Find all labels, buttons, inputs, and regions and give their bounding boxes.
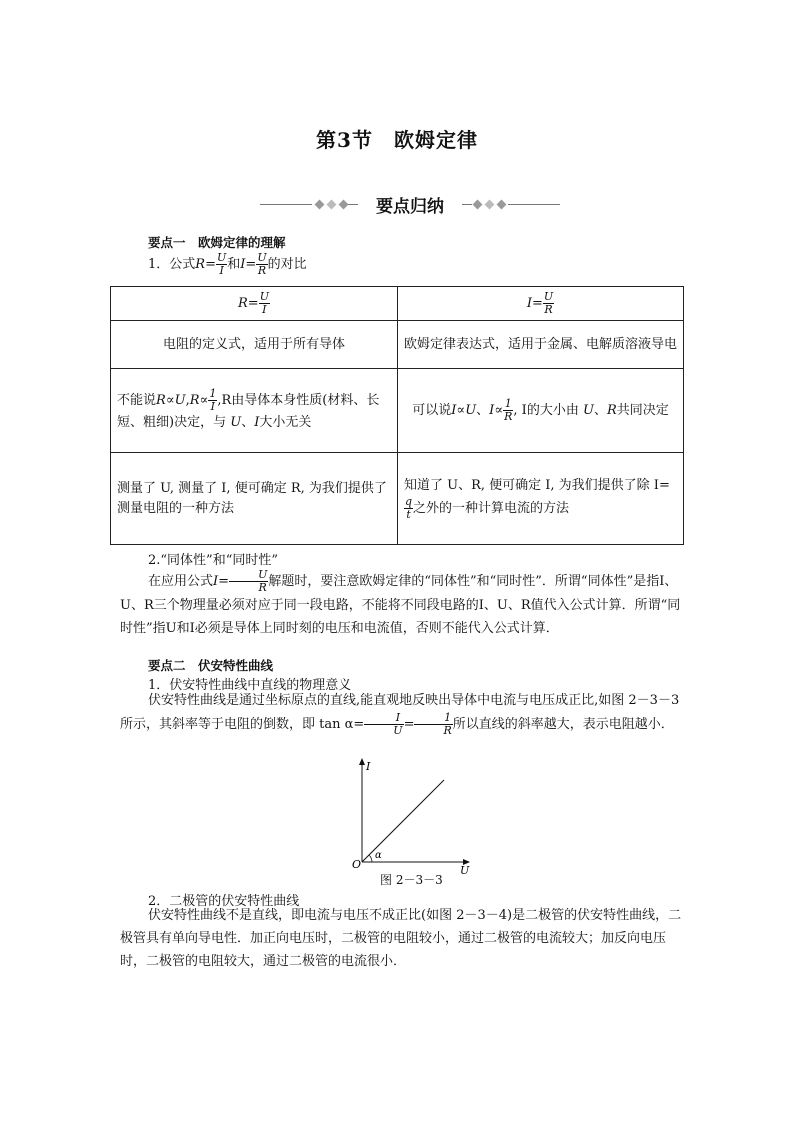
- point2-item2-title: 2．二极管的伏安特性曲线: [148, 894, 300, 909]
- table-head-right: I= $\frac{U}{R}$: [398, 287, 684, 321]
- diamond-icon: [339, 200, 349, 210]
- table-cell: 不能说R∝U,R∝ $\frac{1}{I}$ ,R由导体本身性质(材料、长短、粗细)决定，与 U、I大小无关: [111, 369, 398, 453]
- divider-left: [348, 204, 358, 205]
- origin-label: O: [352, 858, 362, 871]
- section-header: [260, 192, 560, 216]
- paragraph: 伏安特性曲线不是直线，即电流与电压不成正比(如图 2－3－4)是二极管的伏安特性曲线，二极管具有单向导电性．加正向电压时，二极管的电阻较小，通过二极管的电流较大；加反向电压时，二极管的电阻较大，通过二极管的电流很小．: [120, 908, 682, 969]
- diamond-icon: [497, 200, 507, 210]
- angle-arc: [369, 855, 372, 862]
- comparison-table: [110, 286, 684, 545]
- angle-label: α: [375, 850, 382, 861]
- figure-caption: 图 2－3－3: [380, 873, 443, 887]
- table-cell: 知道了 U、R, 便可确定 I, 为我们提供了除 I= $\frac{q}{t}$ 之外的一种计算电流的方法: [398, 453, 684, 545]
- point1-heading: 要点一 欧姆定律的理解: [148, 235, 286, 250]
- table-cell: 测量了 U, 测量了 I, 便可确定 R, 为我们提供了测量电阻的一种方法: [111, 453, 398, 545]
- table-head-left: R= $\frac{U}{I}$: [111, 287, 398, 321]
- point1-item1-title: 1．公式R= $\frac{U}{I}$ 和I= $\frac{U}{R}$ 的对比: [148, 251, 307, 277]
- point1-item2-title: 2.“同体性”和“同时性”: [148, 553, 278, 568]
- page-title: 第3节 欧姆定律: [316, 128, 478, 152]
- point2-item1-title: 1．伏安特性曲线中直线的物理意义: [148, 678, 352, 693]
- divider-left: [260, 204, 312, 205]
- diamond-icon: [473, 200, 483, 210]
- section-title: 要点归纳: [376, 197, 444, 217]
- diamond-icon: [327, 200, 337, 210]
- divider-right: [462, 204, 472, 205]
- diamond-icon: [315, 200, 325, 210]
- paragraph: 伏安特性曲线是通过坐标原点的直线,能直观地反映出导体中电流与电压成正比,如图 2－3－3 所示，其斜率等于电阻的倒数，即 tan α= $\frac{I}{U}$ = $\frac{1}{R}$ 所以直线的斜率越大，表示电阻越小．: [120, 693, 680, 737]
- y-axis-label: I: [366, 760, 371, 773]
- arrow-icon: [359, 758, 365, 765]
- iv-graph-figure: [340, 756, 480, 876]
- table-cell: 电阻的定义式，适用于所有导体: [111, 321, 398, 369]
- paragraph: 在应用公式I= $\frac{U}{R}$ 解题时，要注意欧姆定律的“同体性”和“同时性”．所谓“同体性”是指I、U、R三个物理量必须对应于同一段电路，不能将不同段电路的I、U、R值代入公式计算．所谓“同时性”指U和I必须是导体上同时刻的电压和电流值，否则不能代入公式计算．: [120, 568, 681, 636]
- x-axis-label: U: [460, 864, 470, 876]
- table-cell: 可以说I∝U、I∝ $\frac{1}{R}$ , I的大小由 U、R共同决定: [398, 369, 684, 453]
- divider-right: [508, 204, 560, 205]
- table-cell: 欧姆定律表达式，适用于金属、电解质溶液导电: [398, 321, 684, 369]
- diamond-icon: [485, 200, 495, 210]
- point2-heading: 要点二 伏安特性曲线: [148, 658, 274, 673]
